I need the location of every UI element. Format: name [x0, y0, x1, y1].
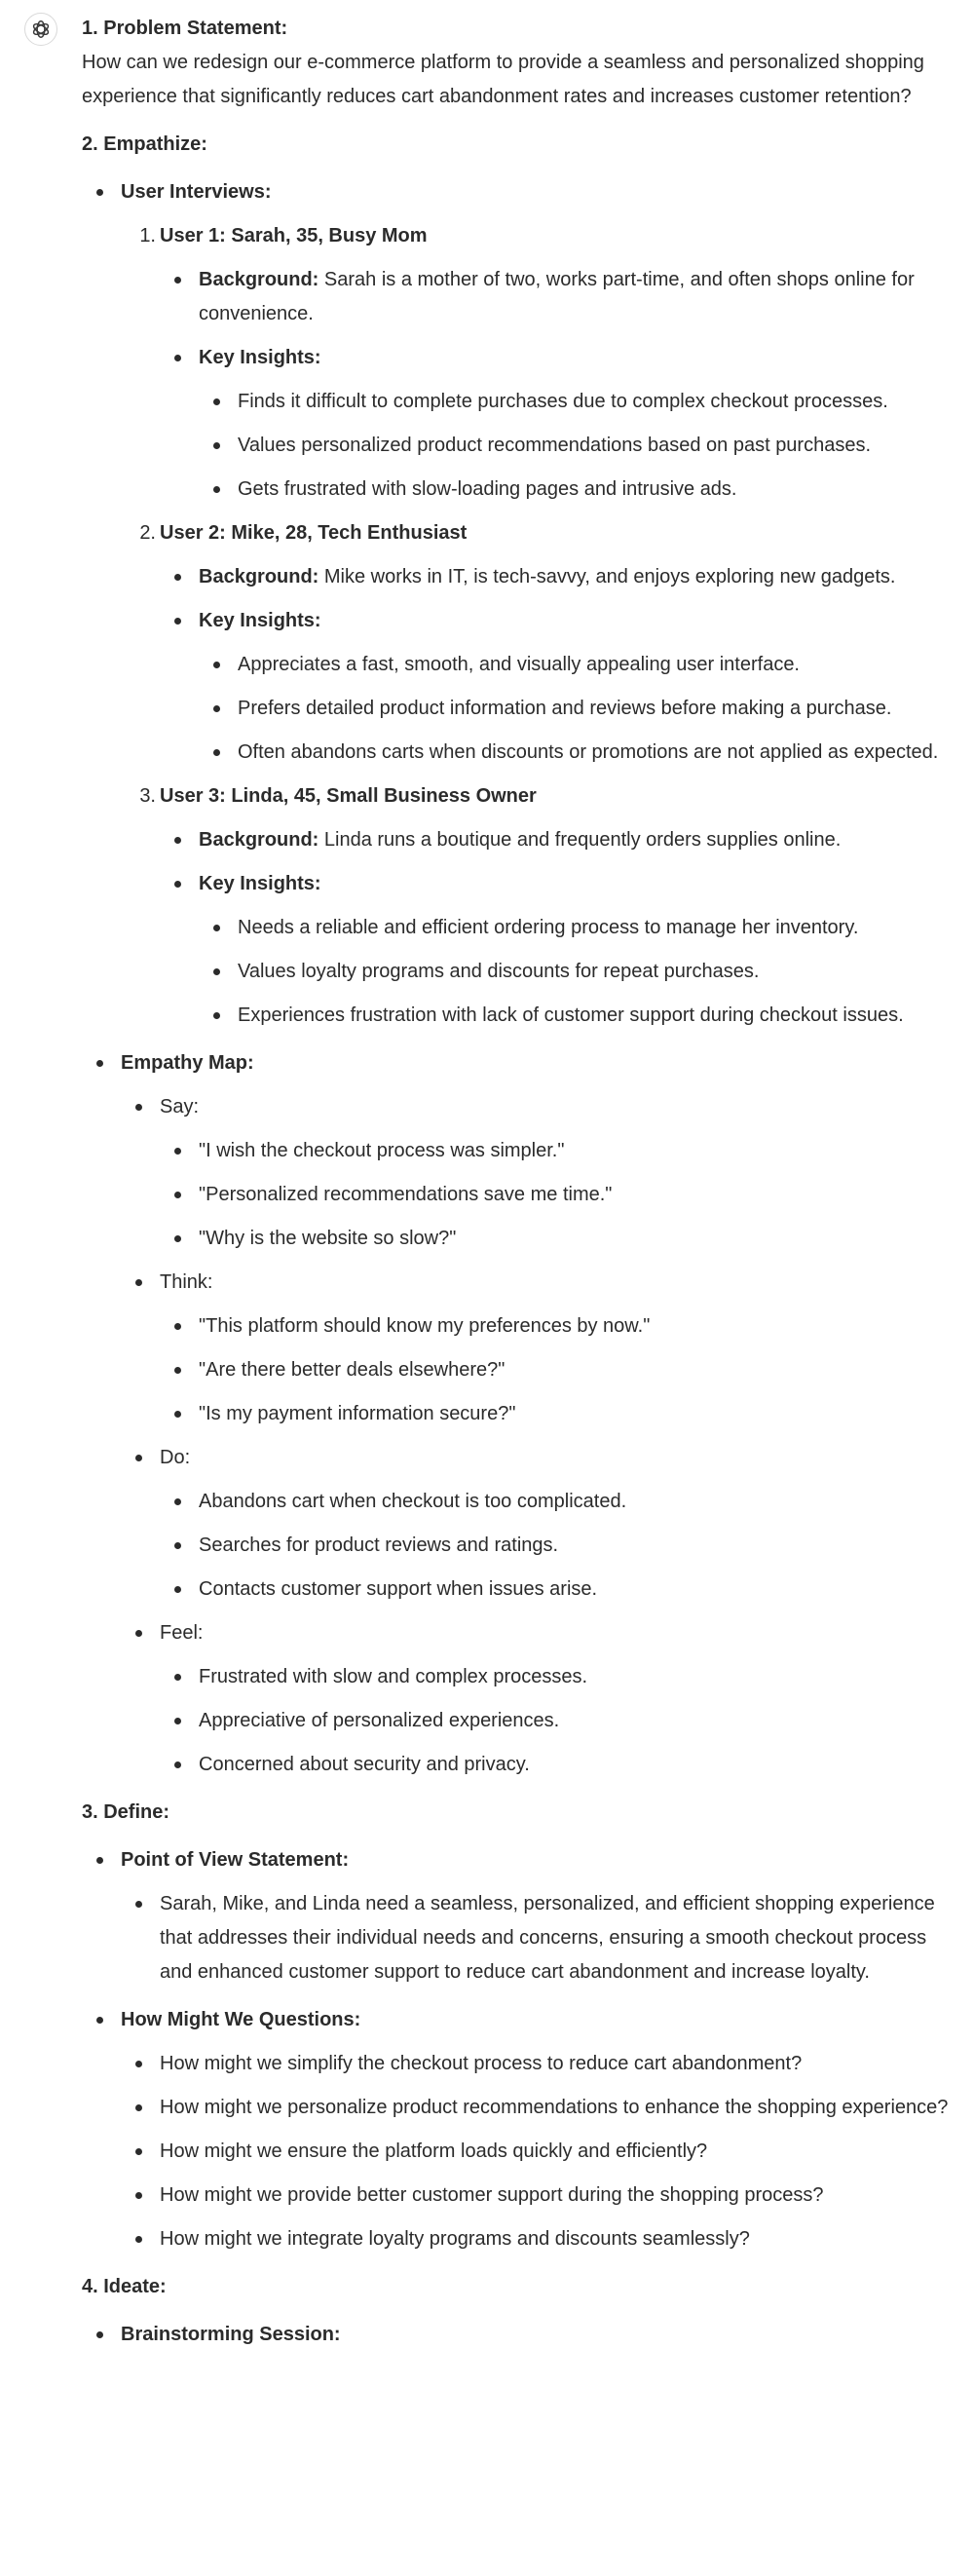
list-item: "This platform should know my preferences by now." — [82, 1309, 958, 1344]
list-number: 3. — [139, 785, 156, 807]
section-heading-define: 3. Define: — [82, 1801, 170, 1823]
list-item — [82, 823, 958, 857]
user-interview-1 — [82, 219, 958, 507]
list-item: "Personalized recommendations save me time." — [82, 1178, 958, 1212]
insights-label: Key Insights: — [199, 610, 321, 631]
insights-label: Key Insights: — [199, 347, 321, 368]
list-item — [82, 604, 958, 638]
list-item: "I wish the checkout process was simpler." — [82, 1134, 958, 1168]
section-heading-ideate: 4. Ideate: — [82, 2276, 167, 2297]
user-interviews-label: User Interviews: — [121, 181, 272, 203]
list-item: Concerned about security and privacy. — [82, 1748, 958, 1782]
list-item: Prefers detailed product information and reviews before making a purchase. — [82, 692, 958, 726]
assistant-message — [82, 12, 958, 2352]
list-item: Values personalized product recommendations based on past purchases. — [82, 429, 958, 463]
background-text: Mike works in IT, is tech-savvy, and enjoys exploring new gadgets. — [318, 566, 896, 587]
list-item: How might we simplify the checkout process to reduce cart abandonment? — [82, 2047, 958, 2081]
user-interview-2 — [82, 516, 958, 770]
empathy-map-label: Empathy Map: — [121, 1052, 254, 1074]
list-number: 1. — [139, 225, 156, 246]
list-item — [82, 867, 958, 901]
list-item — [82, 341, 958, 375]
list-item: Needs a reliable and efficient ordering process to manage her inventory. — [82, 911, 958, 945]
problem-statement-text: How can we redesign our e-commerce platform to provide a seamless and personalized shopping experience that significantly reduces cart abandonment rates and increases customer retention? — [82, 52, 924, 107]
list-item: How might we integrate loyalty programs and discounts seamlessly? — [82, 2222, 958, 2256]
list-item: Contacts customer support when issues arise. — [82, 1572, 958, 1607]
list-item: "Are there better deals elsewhere?" — [82, 1353, 958, 1387]
list-item — [82, 219, 958, 253]
user-title: User 1: Sarah, 35, Busy Mom — [160, 225, 428, 246]
openai-logo-icon — [30, 19, 52, 40]
list-item: Searches for product reviews and ratings. — [82, 1529, 958, 1563]
section-heading-problem: 1. Problem Statement: — [82, 18, 288, 39]
list-item: "Is my payment information secure?" — [82, 1397, 958, 1431]
background-text: Linda runs a boutique and frequently orders supplies online. — [318, 829, 842, 851]
list-item: "Why is the website so slow?" — [82, 1222, 958, 1256]
list-item: Finds it difficult to complete purchases due to complex checkout processes. — [82, 385, 958, 419]
list-item: Feel: — [82, 1616, 958, 1650]
background-label: Background: — [199, 269, 319, 290]
background-label: Background: — [199, 829, 319, 851]
list-item: How might we provide better customer support during the shopping process? — [82, 2178, 958, 2213]
list-item — [82, 1843, 958, 1877]
list-item: Do: — [82, 1441, 958, 1475]
empathize-list — [82, 175, 958, 209]
ideate-list — [82, 2318, 958, 2352]
insights-label: Key Insights: — [199, 873, 321, 894]
list-item — [82, 175, 958, 209]
list-item — [82, 560, 958, 594]
list-item: How might we ensure the platform loads quickly and efficiently? — [82, 2135, 958, 2169]
list-item — [82, 2003, 958, 2037]
pov-statement-text: Sarah, Mike, and Linda need a seamless, personalized, and efficient shopping experience that addresses their individual needs and concerns, ensuring a smooth checkout process and enhanced customer support to reduce cart abandonment and increase loyalty. — [82, 1887, 958, 1989]
list-item — [82, 1046, 958, 1080]
brainstorm-label: Brainstorming Session: — [121, 2324, 341, 2345]
list-item — [82, 516, 958, 550]
list-item: Frustrated with slow and complex processes. — [82, 1660, 958, 1694]
background-label: Background: — [199, 566, 319, 587]
list-item: Abandons cart when checkout is too complicated. — [82, 1485, 958, 1519]
list-item: Values loyalty programs and discounts for repeat purchases. — [82, 955, 958, 989]
define-list — [82, 1843, 958, 2256]
section-heading-empathize: 2. Empathize: — [82, 133, 207, 155]
list-item: Experiences frustration with lack of customer support during checkout issues. — [82, 999, 958, 1033]
list-item: Appreciates a fast, smooth, and visually appealing user interface. — [82, 648, 958, 682]
list-item: Gets frustrated with slow-loading pages and intrusive ads. — [82, 473, 958, 507]
assistant-avatar — [24, 13, 57, 46]
list-number: 2. — [139, 522, 156, 544]
background-text: Sarah is a mother of two, works part-time, and often shops online for convenience. — [199, 269, 915, 324]
list-item: Often abandons carts when discounts or promotions are not applied as expected. — [82, 736, 958, 770]
user-title: User 3: Linda, 45, Small Business Owner — [160, 785, 537, 807]
empathy-map-list — [82, 1046, 958, 1782]
user-title: User 2: Mike, 28, Tech Enthusiast — [160, 522, 468, 544]
list-item — [82, 263, 958, 331]
user-interview-3 — [82, 779, 958, 1033]
list-item: Think: — [82, 1266, 958, 1300]
list-item: How might we personalize product recommendations to enhance the shopping experience? — [82, 2091, 958, 2125]
list-item: Say: — [82, 1090, 958, 1124]
list-item — [82, 779, 958, 814]
hmw-label: How Might We Questions: — [121, 2009, 361, 2030]
list-item: Appreciative of personalized experiences. — [82, 1704, 958, 1738]
pov-label: Point of View Statement: — [121, 1849, 350, 1871]
list-item — [82, 2318, 958, 2352]
